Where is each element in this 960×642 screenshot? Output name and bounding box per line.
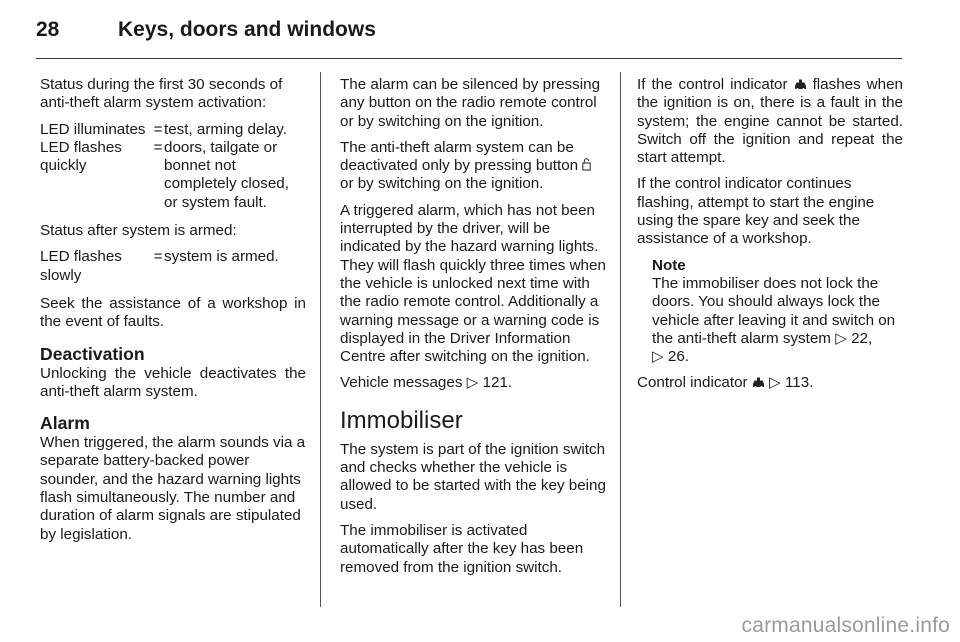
status-first-text: Status during the first 30 seconds of anti-theft alarm system activation: bbox=[40, 76, 283, 112]
note-title: Note bbox=[652, 256, 686, 274]
status-value: test, arming delay. bbox=[164, 120, 287, 138]
immobiliser-heading: Immobiliser bbox=[340, 406, 463, 434]
equals-sign: = bbox=[153, 248, 163, 266]
deactivation-text: Unlocking the vehicle deactivates the anti-theft alarm system. bbox=[40, 364, 306, 400]
vehicle-messages-label: Vehicle messages bbox=[340, 374, 463, 392]
control-indicator-label: Control indicator bbox=[637, 374, 748, 392]
alarm-heading: Alarm bbox=[40, 413, 90, 434]
status-value: doors, tailgate or bonnet not completely closed, or system fault. bbox=[164, 138, 289, 211]
status-label: LED illuminates bbox=[40, 120, 146, 138]
triggered-alarm-text: A triggered alarm, which has not been interrupted by the driver, will be indicated by the hazard warning lights. They will flash quickly three times when the vehicle is unlocked next time with the radio remote control. Additionally a warning message or a warning code is displayed in the Driver Information Centre after switching on the ignition. bbox=[340, 201, 606, 366]
control-flash-post: flashes when the ignition is on, there is a fault in the system; the engine cannot be started. Switch off the ignition and repeat the start attempt. bbox=[637, 76, 903, 167]
immobiliser-text-1: The system is part of the ignition switch and checks whether the vehicle is allowed to be started with the key being used. bbox=[340, 440, 606, 513]
note-ref-2: 26. bbox=[667, 348, 690, 366]
deactivated-text bbox=[340, 139, 606, 194]
header-rule bbox=[36, 58, 902, 59]
ref-arrow-icon: ▷ bbox=[769, 374, 781, 392]
watermark: carmanualsonline.info bbox=[741, 614, 950, 637]
control-indicator-ref bbox=[637, 374, 903, 392]
page-number: 28 bbox=[36, 18, 60, 41]
deactivated-text-post: or by switching on the ignition. bbox=[340, 175, 544, 193]
note-ref-1: 22, bbox=[851, 329, 873, 347]
equals-sign: = bbox=[153, 138, 163, 156]
note-block bbox=[637, 257, 903, 367]
immobiliser-car-key-icon bbox=[794, 76, 807, 93]
page-header bbox=[36, 18, 902, 58]
control-flash-pre: If the control indicator bbox=[637, 76, 788, 93]
column-2 bbox=[340, 76, 606, 585]
status-table-2 bbox=[40, 248, 306, 285]
silenced-text: The alarm can be silenced by pressing any button on the radio remote control or by switching on the ignition. bbox=[340, 76, 601, 130]
note-text: The immobiliser does not lock the doors. You should always lock the vehicle after leaving it and switch on the anti-theft alarm system bbox=[652, 274, 896, 347]
alarm-text: When triggered, the alarm sounds via a separate battery-backed power sounder, and the hazard warning lights flash simultaneously. The number and duration of alarm signals are stipulated by legislation. bbox=[40, 434, 306, 543]
deactivated-text-pre: The anti-theft alarm system can be deactivated only by pressing button bbox=[340, 138, 579, 175]
deactivation-heading: Deactivation bbox=[40, 343, 145, 364]
column-3 bbox=[637, 76, 903, 401]
note-text-wrap bbox=[652, 275, 903, 366]
status-label: LED flashes quickly bbox=[40, 138, 122, 175]
unlock-button-icon bbox=[582, 158, 591, 173]
control-indicator-page: 113. bbox=[784, 374, 814, 392]
immobiliser-car-key-icon bbox=[752, 374, 765, 391]
column-1 bbox=[40, 76, 306, 552]
ref-arrow-icon: ▷ bbox=[466, 374, 479, 392]
column-divider-2 bbox=[620, 72, 621, 607]
status-value: system is armed. bbox=[164, 248, 279, 266]
ref-arrow-icon: ▷ bbox=[835, 329, 847, 347]
vehicle-messages-ref bbox=[340, 374, 606, 392]
control-flash-text bbox=[637, 76, 903, 167]
column-divider-1 bbox=[320, 72, 321, 607]
vehicle-messages-page: 121. bbox=[482, 374, 513, 392]
immobiliser-text-2: The immobiliser is activated automatically after the key has been removed from the ignition switch. bbox=[340, 521, 584, 576]
equals-sign: = bbox=[153, 120, 163, 138]
status-table-1 bbox=[40, 121, 306, 212]
status-after-text: Status after system is armed: bbox=[40, 222, 237, 240]
control-continues-text: If the control indicator continues flashing, attempt to start the engine using the spare key and seek the assistance of a workshop. bbox=[637, 175, 875, 248]
seek-workshop-text: Seek the assistance of a workshop in the event of faults. bbox=[40, 294, 306, 331]
status-label: LED flashes slowly bbox=[40, 248, 122, 284]
ref-arrow-icon: ▷ bbox=[652, 348, 664, 366]
chapter-title: Keys, doors and windows bbox=[118, 18, 376, 41]
